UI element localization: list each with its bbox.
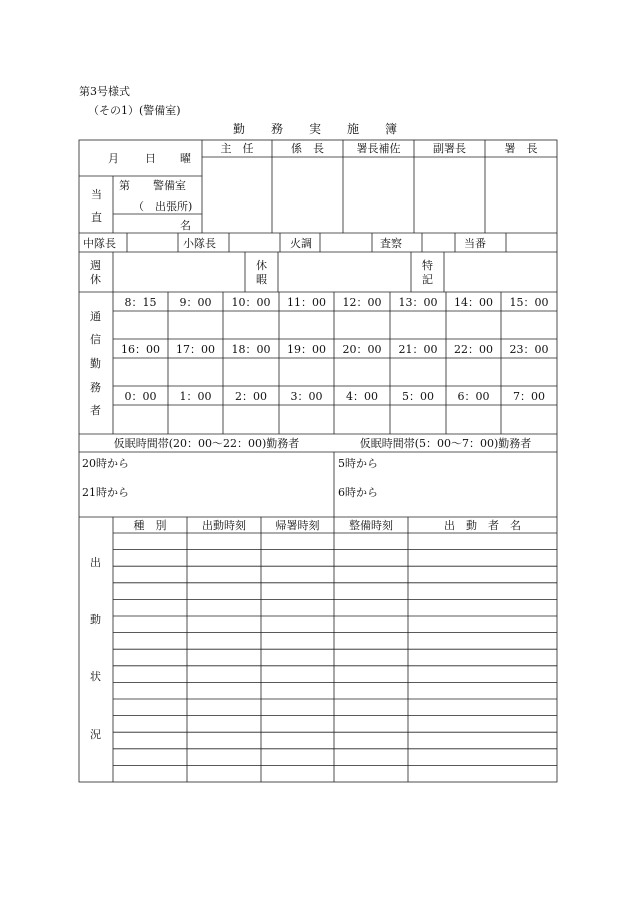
approver-station-chief: 署 長 xyxy=(504,142,538,155)
approver-chief: 主 任 xyxy=(220,142,254,155)
comms-time-row1-5: 13：00 xyxy=(398,296,438,309)
duty-line1-office: 警備室 xyxy=(153,179,186,192)
duty-label-1: 当 xyxy=(91,188,102,201)
comms-time-row1-4: 12：00 xyxy=(342,296,382,309)
weekday-label: 曜 xyxy=(180,152,191,165)
approver-assistant: 署長補佐 xyxy=(356,142,401,155)
dispatch-header-departure: 出動時刻 xyxy=(202,519,246,532)
month-label: 月 xyxy=(108,152,119,165)
approver-section-head: 係 長 xyxy=(291,142,324,155)
comms-time-row3-2: 2：00 xyxy=(235,390,267,403)
comms-label-5: 者 xyxy=(90,404,101,417)
dispatch-label-4: 況 xyxy=(90,728,101,741)
nap-right-6: 6時から xyxy=(338,486,378,499)
weekly-leave-1: 週 xyxy=(90,259,101,272)
comms-time-row2-0: 16：00 xyxy=(121,343,160,356)
title-char: 勤 xyxy=(232,122,245,136)
comms-time-row2-5: 21：00 xyxy=(398,343,438,356)
comms-time-row1-2: 10：00 xyxy=(231,296,271,309)
comms-time-row3-6: 6：00 xyxy=(457,390,490,403)
comms-label-1: 通 xyxy=(90,310,101,323)
title-char: 務 xyxy=(270,122,283,136)
comms-label-3: 勤 xyxy=(90,357,101,370)
role-company-chief: 中隊長 xyxy=(83,237,116,250)
comms-label-2: 信 xyxy=(90,333,101,346)
comms-time-row3-4: 4：00 xyxy=(346,390,378,403)
dispatch-label-2: 動 xyxy=(90,613,101,626)
dispatch-header-maintenance: 整備時刻 xyxy=(349,519,393,532)
approver-deputy: 副署長 xyxy=(433,142,466,155)
comms-time-row1-0: 8：15 xyxy=(124,296,157,309)
comms-time-row3-3: 3：00 xyxy=(290,390,323,403)
special-notes-1: 特 xyxy=(422,259,433,272)
vacation-2: 暇 xyxy=(256,273,267,286)
comms-time-row1-1: 9：00 xyxy=(179,296,212,309)
comms-time-row2-6: 22：00 xyxy=(454,343,493,356)
special-notes-2: 記 xyxy=(422,273,433,286)
role-inspection: 査察 xyxy=(380,237,402,250)
comms-time-row1-6: 14：00 xyxy=(454,296,493,309)
comms-time-row2-4: 20：00 xyxy=(342,343,382,356)
comms-time-row3-5: 5：00 xyxy=(402,390,434,403)
day-label: 日 xyxy=(145,152,156,165)
title-char: 施 xyxy=(347,122,360,136)
form-number: 第3号様式 xyxy=(79,85,130,98)
comms-time-row3-0: 0：00 xyxy=(124,390,157,403)
comms-time-row2-3: 19：00 xyxy=(287,343,326,356)
nap-right-title: 仮眠時間帯(5：00〜7：00)勤務者 xyxy=(359,437,532,450)
dispatch-header-return: 帰署時刻 xyxy=(275,519,320,532)
dispatch-header-type: 種 別 xyxy=(133,519,167,532)
duty-label-2: 直 xyxy=(91,211,102,224)
title-char: 実 xyxy=(308,122,321,136)
title-char: 簿 xyxy=(385,122,398,136)
comms-time-row1-3: 11：00 xyxy=(287,296,326,309)
dispatch-header-personnel: 出 動 者 名 xyxy=(444,519,521,532)
comms-time-row2-2: 18：00 xyxy=(231,343,271,356)
duty-line1-prefix: 第 xyxy=(119,179,130,192)
nap-left-title: 仮眠時間帯(20：00〜22：00)勤務者 xyxy=(113,437,300,450)
comms-time-row3-1: 1：00 xyxy=(179,390,212,403)
dispatch-label-1: 出 xyxy=(90,556,101,569)
nap-right-5: 5時から xyxy=(338,457,378,470)
comms-time-row2-7: 23：00 xyxy=(509,343,549,356)
vacation-1: 休 xyxy=(256,259,267,272)
comms-label-4: 務 xyxy=(90,381,101,394)
duty-line3: 名 xyxy=(180,219,191,232)
role-fire-investigation: 火調 xyxy=(290,237,312,250)
form-subtitle: （その1）(警備室) xyxy=(88,104,181,117)
comms-time-row3-7: 7：00 xyxy=(513,390,545,403)
weekly-leave-2: 休 xyxy=(90,273,101,286)
dispatch-label-3: 状 xyxy=(90,670,101,683)
nap-left-20: 20時から xyxy=(82,457,129,470)
role-platoon-chief: 小隊長 xyxy=(183,237,216,250)
duty-line2: （ 出張所) xyxy=(133,200,193,213)
comms-time-row2-1: 17：00 xyxy=(176,343,215,356)
nap-left-21: 21時から xyxy=(82,486,129,499)
role-on-duty: 当番 xyxy=(464,237,486,250)
comms-time-row1-7: 15：00 xyxy=(509,296,549,309)
